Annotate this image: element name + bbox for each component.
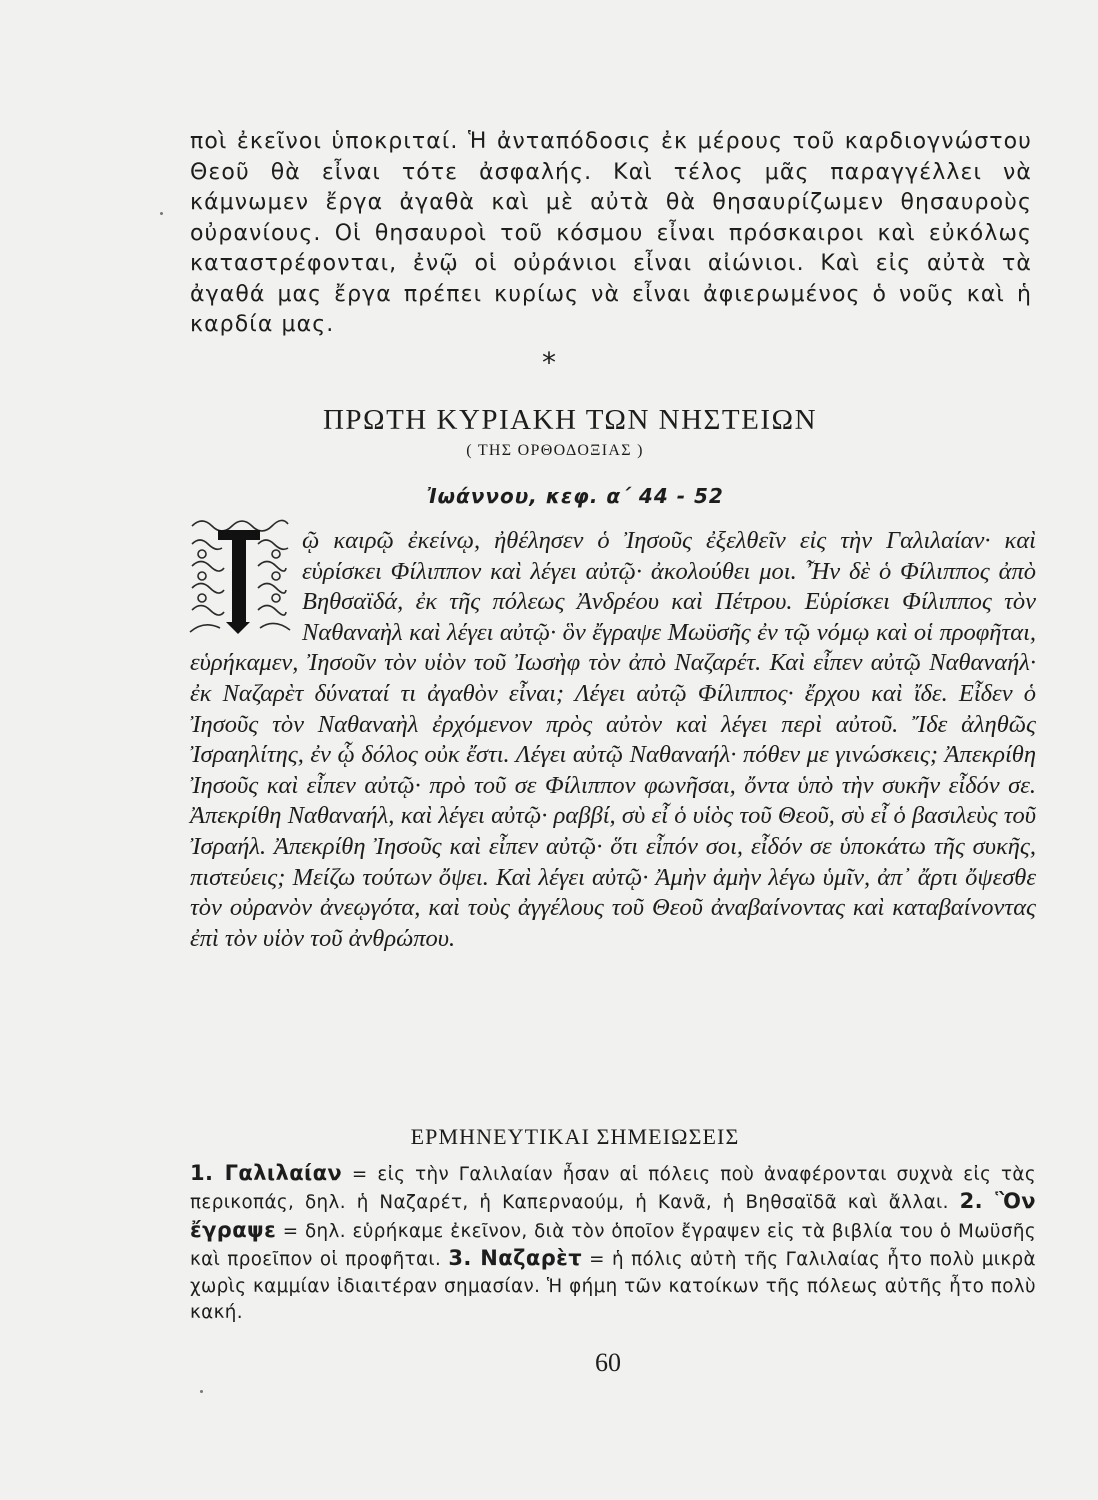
note-term: 2. Ὃν ἔγραψε bbox=[190, 1189, 1036, 1242]
intro-paragraph: ποὶ ἐκεῖνοι ὑποκριταί. Ἡ ἀνταπόδοσις ἐκ μέρους τοῦ καρδιογνώστου Θεοῦ θὰ εἶναι τότε ἀσφαλής. Καὶ τέλος μᾶς παραγγέλλει νὰ κάμνωμεν ἔργα ἀγαθὰ καὶ μὲ αὐτὰ θὰ θησαυρίζωμεν θησαυροὺς οὐρανίους. Οἱ θησαυροὶ τοῦ κόσμου εἶναι πρόσκαιροι καὶ εὐκόλως καταστρέφονται, ἐνῷ οἱ οὐράνιοι εἶναι αἰώνιοι. Καὶ εἰς αὐτὰ τὰ ἀγαθά μας ἔργα πρέπει κυρίως νὰ εἶναι ἀφιερωμένος ὁ νοῦς καὶ ἡ καρδία μας. bbox=[190, 129, 1032, 337]
print-speck bbox=[200, 1390, 203, 1393]
note-text: = ἡ πόλις αὐτὴ τῆς Γαλιλαίας ἦτο πολὺ μικρὰ χωρὶς καμμίαν ἰδιαιτέραν σημασίαν. Ἡ φήμη τῶν κατοίκων τῆς πόλεως αὐτῆς ἦτο πολὺ κακή. bbox=[190, 1249, 1036, 1324]
note-text: = εἰς τὴν Γαλιλαίαν ἦσαν αἱ πόλεις ποὺ ἀναφέρονται συχνὰ εἰς τὰς περικοπάς, δηλ. ἡ Ναζαρέτ, ἡ Καπερναούμ, ἡ Κανᾶ, ἡ Βηθσαϊδᾶ καὶ ἄλλαι. bbox=[190, 1164, 1036, 1214]
section-title: ΠΡΩΤΗ ΚΥΡΙΑΚΗ ΤΩΝ ΝΗΣΤΕΙΩΝ bbox=[322, 404, 818, 436]
page-number: 60 bbox=[595, 1348, 621, 1377]
note-text: = δηλ. εὑρήκαμε ἐκεῖνον, διὰ τὸν ὁποῖον ἔγραψεν εἰς τὰ βιβλία του ὁ Μωϋσῆς καὶ προεῖπον οἱ προφῆται. bbox=[190, 1220, 1036, 1271]
note-term: 1. Γαλιλαίαν bbox=[190, 1161, 343, 1185]
notes-heading: ΕΡΜΗΝΕΥΤΙΚΑΙ ΣΗΜΕΙΩΣΕΙΣ bbox=[410, 1124, 740, 1149]
section-subtitle: ( ΤΗΣ ΟΡΘΟΔΟΞΙΑΣ ) bbox=[466, 442, 644, 459]
note-term: 3. Ναζαρὲτ bbox=[448, 1246, 583, 1271]
gospel-text: ῷ καιρῷ ἐκείνῳ, ἠθέλησεν ὁ Ἰησοῦς ἐξελθεῖν εἰς τὴν Γαλιλαίαν· καὶ εὑρίσκει Φίλιππον καὶ λέγει αὐτῷ· ἀκολούθει μοι. Ἦν δὲ ὁ Φίλιππος ἀπὸ Βηθσαϊδά, ἐκ τῆς πόλεως Ἀνδρέου καὶ Πέτρου. Εὑρίσκει Φίλιππος τὸν Ναθαναὴλ καὶ λέγει αὐτῷ· ὃν ἔγραψε Μωϋσῆς ἐν τῷ νόμῳ καὶ οἱ προφῆται, εὑρήκαμεν, Ἰησοῦν τὸν υἱὸν τοῦ Ἰωσὴφ τὸν ἀπὸ Ναζαρέτ. Καὶ εἶπεν αὐτῷ Ναθαναήλ· ἐκ Ναζαρὲτ δύναταί τι ἀγαθὸν εἶναι; Λέγει αὐτῷ Φίλιππος· ἔρχου καὶ ἴδε. Εἶδεν ὁ Ἰησοῦς τὸν Ναθαναὴλ ἐρχόμενον πρὸς αὐτὸν καὶ λέγει περὶ αὐτοῦ. Ἴδε ἀληθῶς Ἰσραηλίτης, ἐν ᾧ δόλος οὐκ ἔστι. Λέγει αὐτῷ Ναθαναήλ· πόθεν με γινώσκεις; Ἀπεκρίθη Ἰησοῦς καὶ εἶπεν αὐτῷ· πρὸ τοῦ σε Φίλιππον φωνῆσαι, ὄντα ὑπὸ τὴν συκῆν εἶδόν σε. Ἀπεκρίθη Ναθαναήλ, καὶ λέγει αὐτῷ· ραββί, σὺ εἶ ὁ υἱὸς τοῦ Θεοῦ, σὺ εἶ ὁ βασιλεὺς τοῦ Ἰσραήλ. Ἀπεκρίθη Ἰησοῦς καὶ εἶπεν αὐτῷ· ὅτι εἶπόν σοι, εἶδόν σε ὑποκάτω τῆς συκῆς, πιστεύεις; Μείζω τούτων ὄψει. Καὶ λέγει αὐτῷ· Ἀμὴν ἀμὴν λέγω ὑμῖν, ἀπ᾿ ἄρτι ὄψεσθε τὸν οὐρανὸν ἀνεῳγότα, καὶ τοὺς ἀγγέλους τοῦ Θεοῦ ἀναβαίνοντας καὶ καταβαίνοντας ἐπὶ τὸν υἱὸν τοῦ ἀνθρώπου. bbox=[190, 527, 1036, 952]
print-speck bbox=[160, 212, 163, 215]
scripture-reference: Ἰωάννου, κεφ. α΄ 44 - 52 bbox=[427, 484, 724, 508]
drop-cap-letter: T bbox=[235, 589, 241, 596]
interpretive-notes bbox=[190, 1160, 1036, 1326]
section-separator: * bbox=[542, 346, 556, 379]
gospel-passage bbox=[190, 526, 1036, 954]
drop-cap-space bbox=[190, 526, 300, 644]
